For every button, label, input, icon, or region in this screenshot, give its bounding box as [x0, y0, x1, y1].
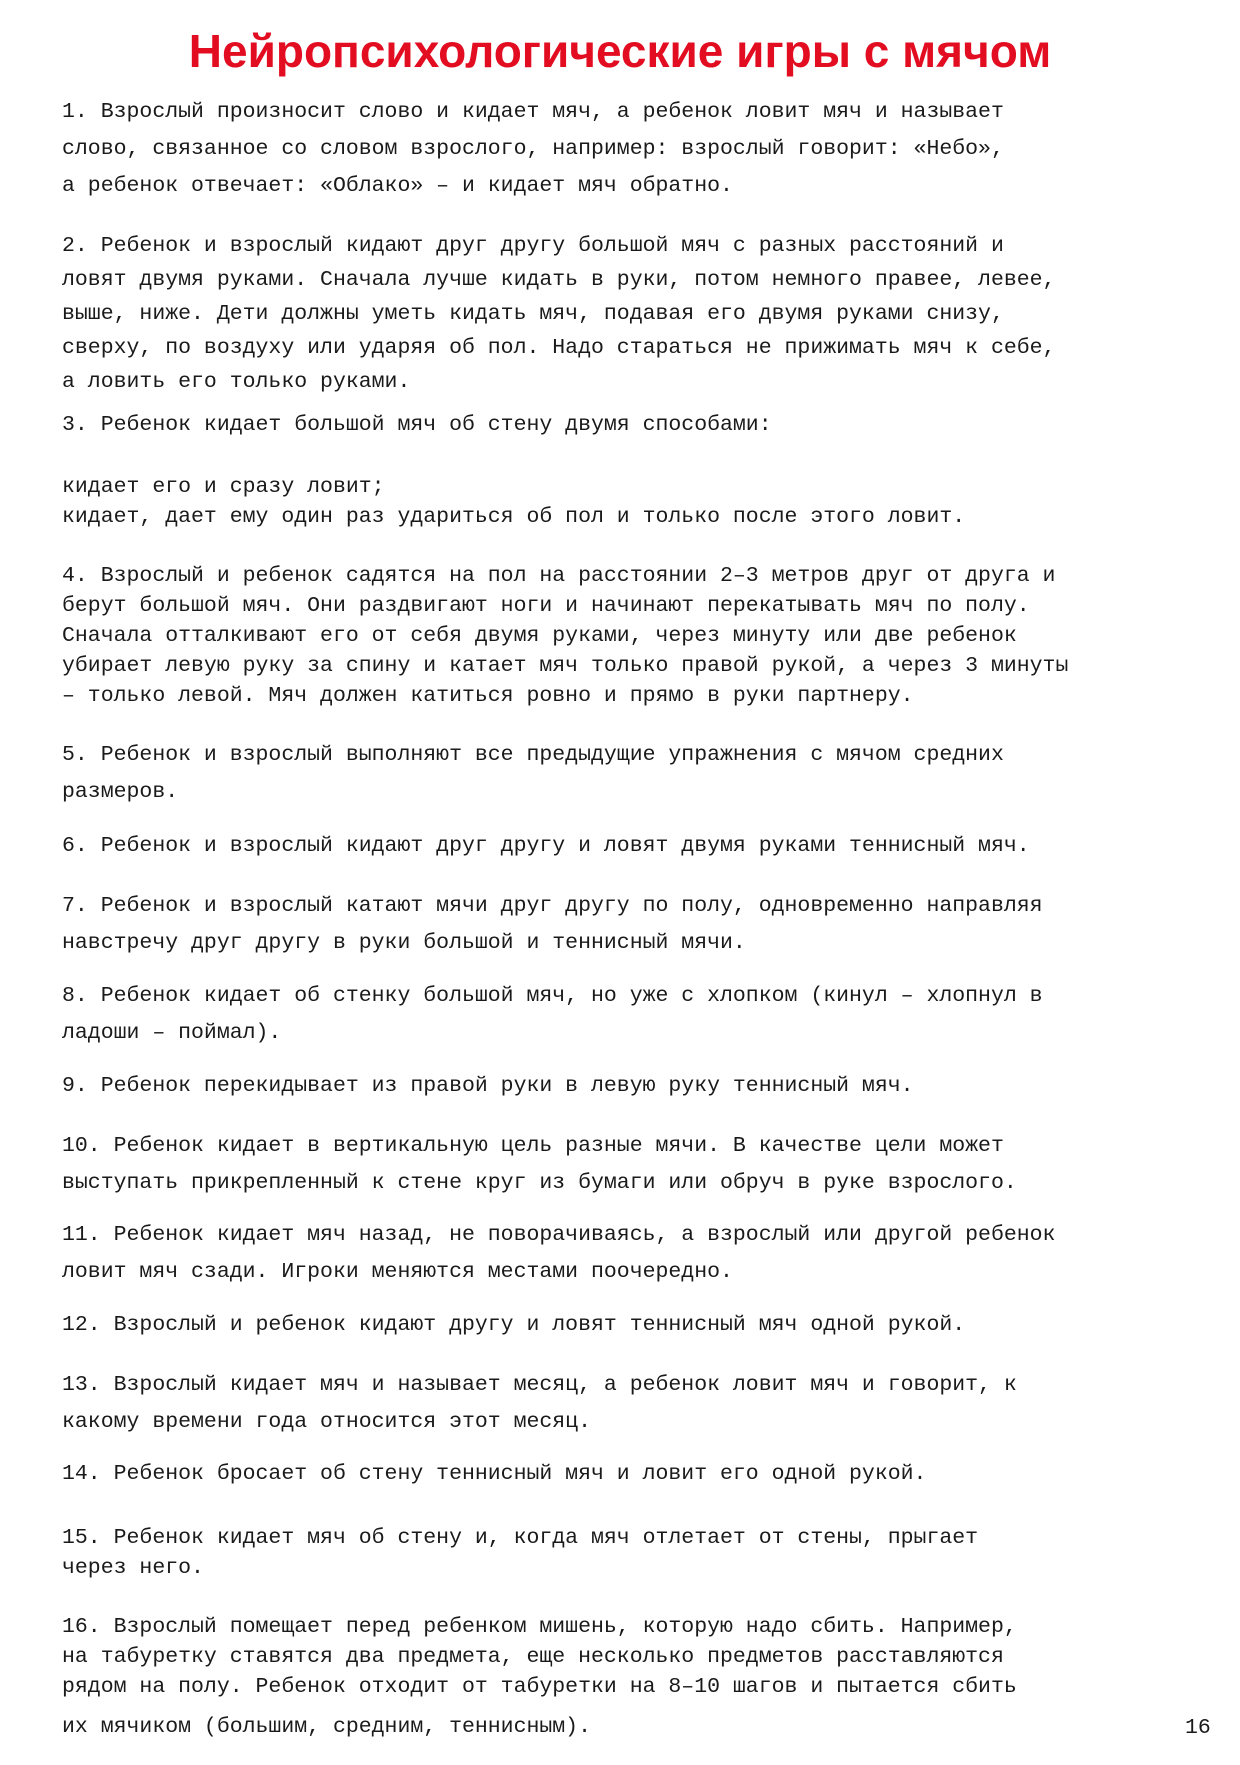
- paragraph-16: [62, 1612, 1232, 1742]
- paragraph-1: [62, 94, 1232, 205]
- paragraph-line: 15. Ребенок кидает мяч об стену и, когда мяч отлетает от стены, прыгает: [62, 1526, 979, 1550]
- paragraph-line: Сначала отталкивают его от себя двумя руками, через минуту или две ребенок: [62, 624, 1017, 648]
- paragraph-line: ладоши – поймал).: [62, 1021, 282, 1045]
- paragraph-line: размеров.: [62, 780, 179, 804]
- paragraph-line: выше, ниже. Дети должны уметь кидать мяч, подавая его двумя руками снизу,: [62, 302, 1004, 326]
- paragraph-14: [62, 1456, 1232, 1493]
- paragraph-line: сверху, по воздуху или ударяя об пол. Надо стараться не прижимать мяч к себе,: [62, 336, 1056, 360]
- paragraph-8: [62, 978, 1232, 1052]
- paragraph-line: слово, связанное со словом взрослого, например: взрослый говорит: «Небо»,: [62, 137, 1004, 161]
- paragraph-line: ловит мяч сзади. Игроки меняются местами поочередно.: [62, 1260, 733, 1284]
- paragraph-line: навстречу друг другу в руки большой и теннисный мячи.: [62, 931, 746, 955]
- paragraph-3-list: [62, 472, 1232, 532]
- paragraph-line: 13. Взрослый кидает мяч и называет месяц, а ребенок ловит мяч и говорит, к: [62, 1373, 1017, 1397]
- paragraph-line: их мячиком (большим, средним, теннисным).: [62, 1715, 591, 1739]
- paragraph-6: [62, 828, 1232, 865]
- paragraph-11: [62, 1217, 1232, 1291]
- paragraph-4: [62, 561, 1232, 711]
- paragraph-15: [62, 1523, 1232, 1583]
- paragraph-line: 11. Ребенок кидает мяч назад, не поворачиваясь, а взрослый или другой ребенок: [62, 1223, 1056, 1247]
- paragraph-line: на табуретку ставятся два предмета, еще несколько предметов расставляются: [62, 1645, 1004, 1669]
- paragraph-line: 12. Взрослый и ребенок кидают другу и ловят теннисный мяч одной рукой.: [62, 1313, 966, 1337]
- paragraph-line: 3. Ребенок кидает большой мяч об стену двумя способами:: [62, 413, 772, 437]
- paragraph-10: [62, 1128, 1232, 1202]
- paragraph-line: 16. Взрослый помещает перед ребенком мишень, которую надо сбить. Например,: [62, 1615, 1017, 1639]
- paragraph-line: какому времени года относится этот месяц.: [62, 1410, 591, 1434]
- paragraph-3: [62, 408, 1232, 442]
- paragraph-line: берут большой мяч. Они раздвигают ноги и начинают перекатывать мяч по полу.: [62, 594, 1030, 618]
- paragraph-line: через него.: [62, 1556, 204, 1580]
- paragraph-line: 1. Взрослый произносит слово и кидает мяч, а ребенок ловит мяч и называет: [62, 100, 1004, 124]
- paragraph-line: 7. Ребенок и взрослый катают мячи друг другу по полу, одновременно направляя: [62, 894, 1043, 918]
- paragraph-2: [62, 229, 1232, 399]
- paragraph-5: [62, 737, 1232, 811]
- paragraph-line: ловят двумя руками. Сначала лучше кидать в руки, потом немного правее, левее,: [62, 268, 1056, 292]
- paragraph-line: 2. Ребенок и взрослый кидают друг другу большой мяч с разных расстояний и: [62, 234, 1004, 258]
- paragraph-line: рядом на полу. Ребенок отходит от табуретки на 8–10 шагов и пытается сбить: [62, 1675, 1017, 1699]
- paragraph-7: [62, 888, 1232, 962]
- page-number: 16: [1185, 1716, 1211, 1740]
- paragraph-9: [62, 1068, 1232, 1105]
- paragraph-line: 8. Ребенок кидает об стенку большой мяч, но уже с хлопком (кинул – хлопнул в: [62, 984, 1043, 1008]
- paragraph-line: 5. Ребенок и взрослый выполняют все предыдущие упражнения с мячом средних: [62, 743, 1004, 767]
- paragraph-line: – только левой. Мяч должен катиться ровно и прямо в руки партнеру.: [62, 684, 914, 708]
- paragraph-line: 14. Ребенок бросает об стену теннисный мяч и ловит его одной рукой.: [62, 1462, 927, 1486]
- paragraph-line: 10. Ребенок кидает в вертикальную цель разные мячи. В качестве цели может: [62, 1134, 1004, 1158]
- page-title: Нейропсихологические игры с мячом: [188, 25, 1052, 77]
- paragraph-line: 9. Ребенок перекидывает из правой руки в левую руку теннисный мяч.: [62, 1074, 914, 1098]
- paragraph-13: [62, 1367, 1232, 1441]
- paragraph-line: а ребенок отвечает: «Облако» – и кидает мяч обратно.: [62, 174, 733, 198]
- paragraph-line: а ловить его только руками.: [62, 370, 411, 394]
- paragraph-line: выступать прикрепленный к стене круг из бумаги или обруч в руке взрослого.: [62, 1171, 1017, 1195]
- paragraph-12: [62, 1307, 1232, 1344]
- paragraph-line: убирает левую руку за спину и катает мяч только правой рукой, а через 3 минуты: [62, 654, 1069, 678]
- paragraph-line: 4. Взрослый и ребенок садятся на пол на расстоянии 2–3 метров друг от друга и: [62, 564, 1056, 588]
- paragraph-line: 6. Ребенок и взрослый кидают друг другу и ловят двумя руками теннисный мяч.: [62, 834, 1030, 858]
- paragraph-line: кидает, дает ему один раз удариться об пол и только после этого ловит.: [62, 505, 966, 529]
- paragraph-line: кидает его и сразу ловит;: [62, 475, 385, 499]
